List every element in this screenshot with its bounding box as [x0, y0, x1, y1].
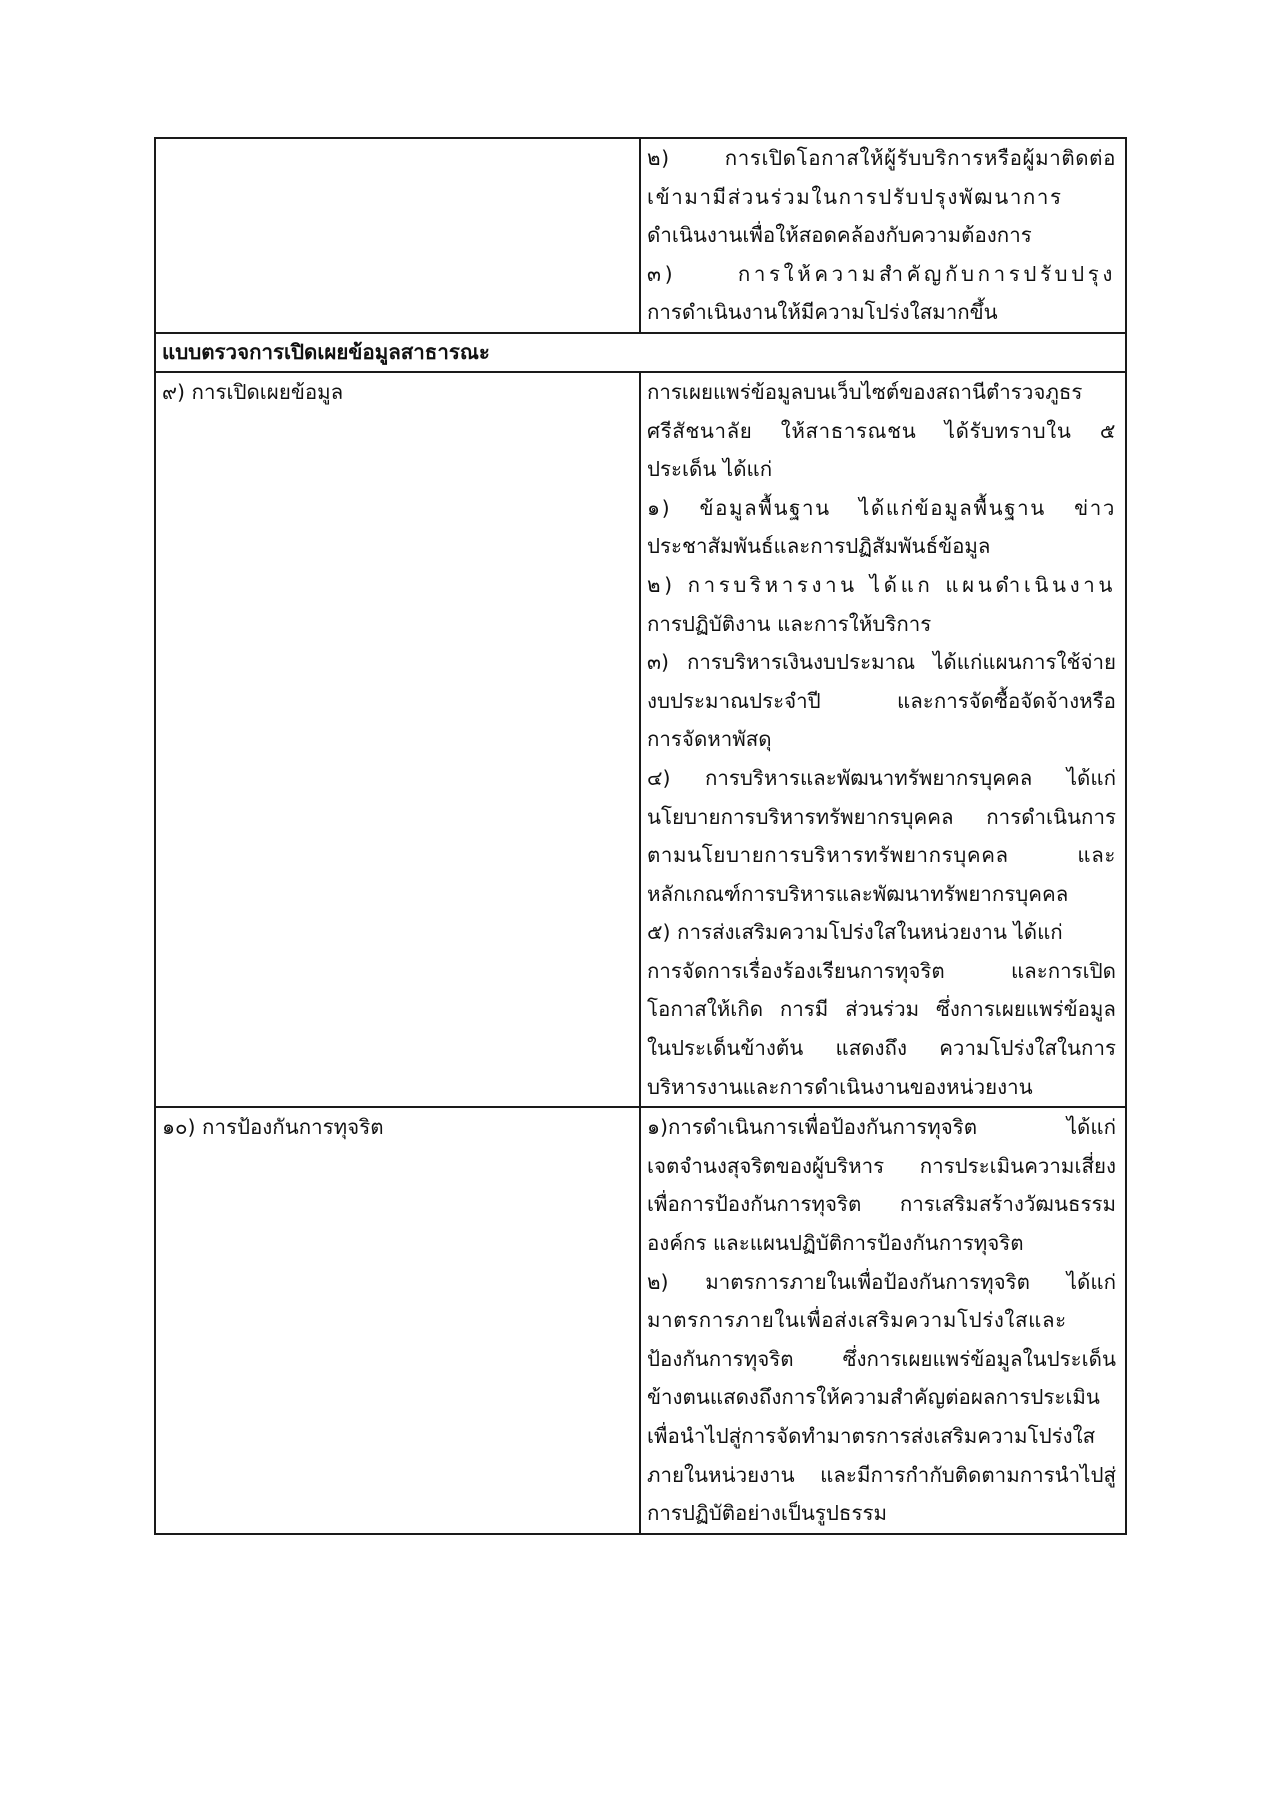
detail-line: ๒) การบริหารงาน ได้แก แผนดำเนินงาน: [647, 572, 1116, 597]
detail-line: ๓) การให้ความสำคัญกับการปรับปรุง: [647, 261, 1116, 286]
detail-line: หลักเกณฑ์การบริหารและพัฒนาทรัพยากรบุคคล: [647, 881, 1069, 906]
disclosure-checklist-table: [154, 137, 1127, 1535]
row-detail-cell: [640, 372, 1126, 1107]
detail-line: การปฏิบัติงาน และการให้บริการ: [647, 611, 932, 636]
detail-line: ๑)การดำเนินการเพื่อป้องกันการทุจริต ได้แก่: [647, 1115, 1116, 1140]
detail-line: นโยบายการบริหารทรัพยากรบุคคล การดำเนินการ: [647, 804, 1116, 829]
detail-line: เพื่อนำไปสู่การจัดทำมาตรการส่งเสริมความโปร่งใส: [647, 1424, 1096, 1448]
row-detail-cell: [640, 138, 1126, 333]
row-label-cell: ๑๐) การป้องกันการทุจริต: [155, 1107, 640, 1534]
detail-line: มาตรการภายในเพื่อส่งเสริมความโปร่งใสและ: [647, 1308, 1067, 1333]
detail-line: เพื่อการป้องกันการทุจริต การเสริมสร้างวัฒนธรรม: [647, 1192, 1116, 1217]
detail-line: ตามนโยบายการบริหารทรัพยากรบุคคล และ: [647, 843, 1116, 868]
detail-line: ดำเนินงานเพื่อให้สอดคล้องกับความต้องการ: [647, 223, 1032, 248]
detail-line: ข้างตนแสดงถึงการให้ความสำคัญต่อผลการประเมิน: [647, 1385, 1100, 1410]
detail-line: โอกาสให้เกิด การมี ส่วนร่วม ซึ่งการเผยแพร่ข้อมูล: [647, 997, 1116, 1022]
table-row: [155, 372, 1126, 1107]
row-label-cell: ๙) การเปิดเผยข้อมูล: [155, 372, 640, 1107]
detail-line: ๒) การเปิดโอกาสให้ผู้รับบริการหรือผู้มาติดต่อ: [647, 146, 1116, 170]
detail-line: เข้ามามีส่วนร่วมในการปรับปรุงพัฒนาการ: [647, 184, 1063, 209]
detail-line: งบประมาณประจำปี และการจัดซื้อจัดจ้างหรือ: [647, 688, 1116, 713]
section-heading: แบบตรวจการเปิดเผยข้อมูลสาธารณะ: [155, 333, 1126, 372]
detail-line: ในประเด็นข้างต้น แสดงถึง ความโปร่งใสในการ: [647, 1036, 1116, 1061]
detail-line: เจตจำนงสุจริตของผู้บริหาร การประเมินความเสี่ยง: [647, 1153, 1116, 1178]
detail-line: ๒) มาตรการภายในเพื่อป้องกันการทุจริต ได้แก่: [647, 1269, 1116, 1294]
detail-line: ๑) ข้อมูลพื้นฐาน ได้แก่ข้อมูลพื้นฐาน ข่าว: [647, 495, 1116, 520]
detail-line: การดำเนินงานให้มีความโปร่งใสมากขึ้น: [647, 300, 998, 325]
detail-line: ป้องกันการทุจริต ซึ่งการเผยแพร่ข้อมูลในประเด็น: [647, 1346, 1116, 1371]
detail-line: การปฏิบัติอย่างเป็นรูปธรรม: [647, 1501, 887, 1526]
detail-line: ๓) การบริหารเงินงบประมาณ ได้แก่แผนการใช้จ่าย: [647, 650, 1116, 675]
row-detail-cell: [640, 1107, 1126, 1534]
detail-line: ๕) การส่งเสริมความโปร่งใสในหน่วยงาน ได้แก่: [647, 920, 1063, 945]
table-row: [155, 1107, 1126, 1534]
detail-line: ๔) การบริหารและพัฒนาทรัพยากรบุคคล ได้แก่: [647, 765, 1116, 790]
detail-line: บริหารงานและการดำเนินงานของหน่วยงาน: [647, 1074, 1033, 1099]
detail-line: การเผยแพร่ข้อมูลบนเว็บไซต์ของสถานีตำรวจภูธร: [647, 379, 1083, 404]
table-row: [155, 138, 1126, 333]
detail-line: ศรีสัชนาลัย ให้สาธารณชน ได้รับทราบใน ๕: [647, 418, 1116, 443]
detail-line: ภายในหน่วยงาน และมีการกำกับติดตามการนำไปสู่: [647, 1462, 1116, 1487]
section-heading-row: [155, 333, 1126, 372]
row-label-cell: [155, 138, 640, 333]
detail-line: การจัดหาพัสดุ: [647, 727, 772, 752]
detail-line: ประเด็น ได้แก่: [647, 457, 773, 482]
detail-line: ประชาสัมพันธ์และการปฏิสัมพันธ์ข้อมูล: [647, 534, 991, 559]
detail-line: การจัดการเรื่องร้องเรียนการทุจริต และการเปิด: [647, 958, 1116, 983]
detail-line: องค์กร และแผนปฏิบัติการป้องกันการทุจริต: [647, 1231, 1024, 1256]
